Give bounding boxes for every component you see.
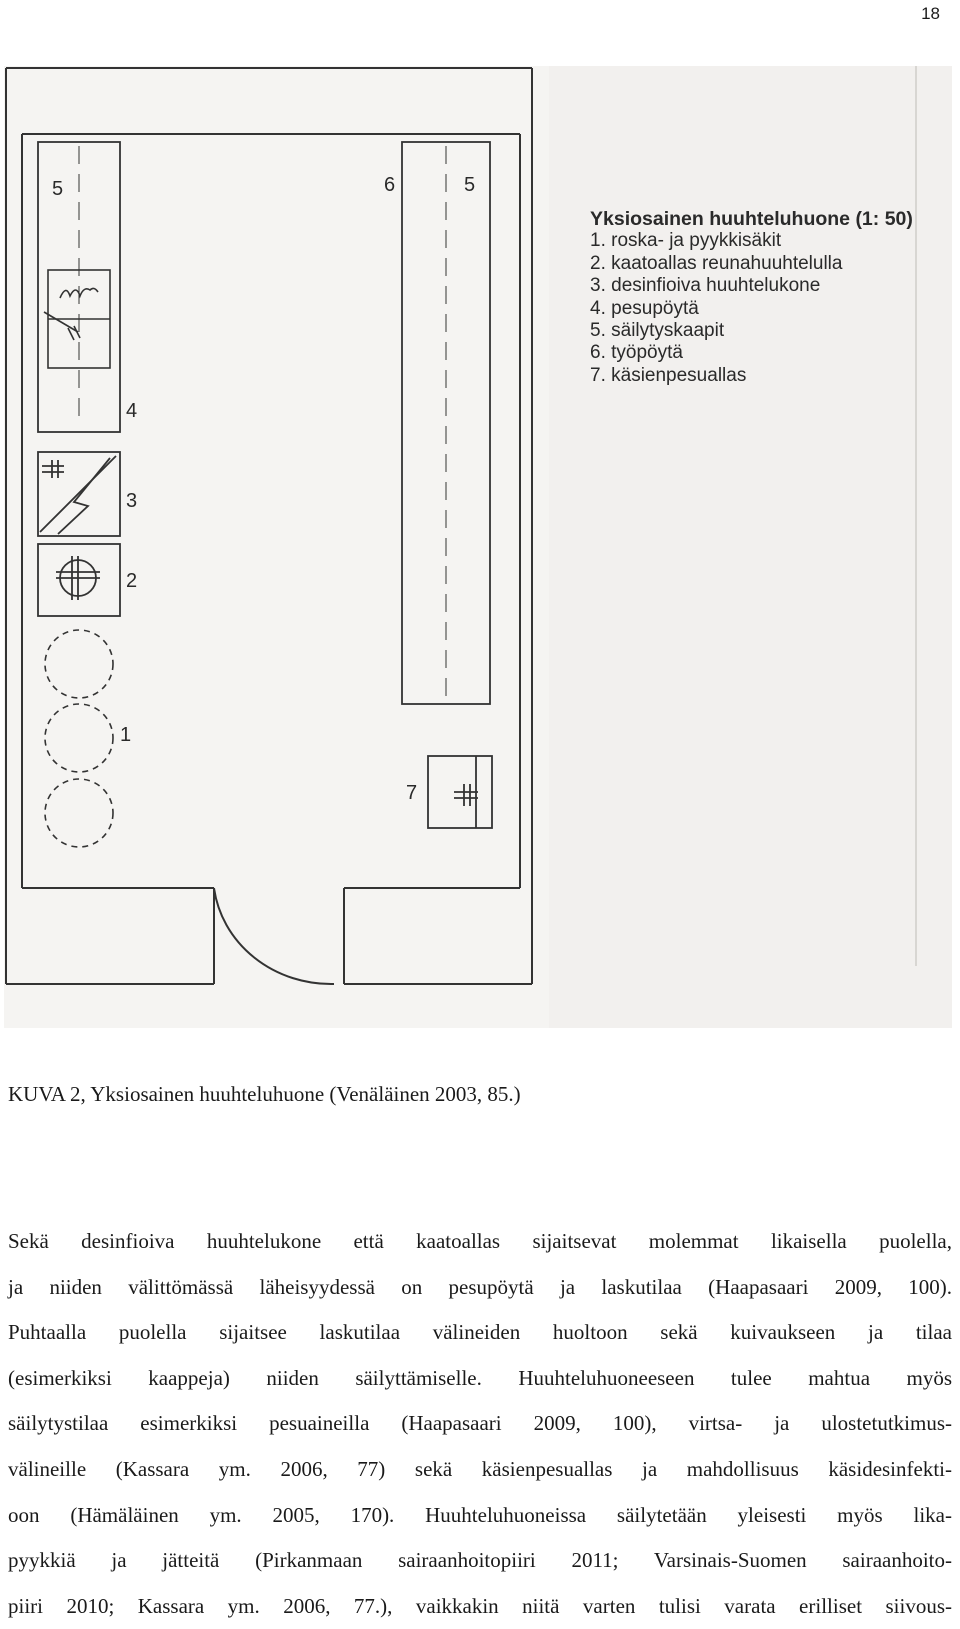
plan-label-4: 4 [126, 400, 138, 422]
laundry-bags [45, 630, 113, 847]
legend-item: 2. kaatoallas reunahuuhtelulla [590, 252, 843, 274]
right-counter [402, 142, 490, 704]
body-line: säilytystilaa esimerkiksi pesuaineilla (Haapasaari 2009, 100), virtsa- ja ulostetutkimus- [8, 1411, 952, 1436]
legend-item: 5. säilytyskaapit [590, 320, 725, 342]
hand-wash-basin [428, 756, 492, 828]
figure-legend [590, 208, 913, 387]
body-line: piiri 2010; Kassara ym. 2006, 77.), vaikkakin niitä varten tulisi varata erilliset siivous- [8, 1593, 952, 1618]
plan-label-5-right: 5 [464, 174, 476, 196]
plan-label-1: 1 [120, 724, 132, 746]
left-counter [38, 142, 120, 432]
body-line: pyykkiä ja jätteitä (Pirkanmaan sairaanhoitopiiri 2011; Varsinais-Suomen sairaanhoito- [8, 1548, 952, 1573]
legend-item: 3. desinfioiva huuhtelukone [590, 275, 821, 297]
body-paragraph [8, 1219, 952, 1629]
body-line: ja niiden välittömässä läheisyydessä on pesupöytä ja laskutilaa (Haapasaari 2009, 100). [8, 1274, 952, 1299]
plan-label-6: 6 [384, 174, 396, 196]
legend-item: 6. työpöytä [590, 342, 683, 364]
figure-caption: KUVA 2, Yksiosainen huuhteluhuone (Venäläinen 2003, 85.) [8, 1082, 521, 1106]
body-line: oon (Hämäläinen ym. 2005, 170). Huuhteluhuoneissa säilytetään yleisesti myös lika- [8, 1502, 952, 1527]
legend-item: 7. käsienpesuallas [590, 364, 747, 386]
plan-label-2: 2 [126, 570, 138, 592]
body-line: Sekä desinfioiva huuhtelukone että kaatoallas sijaitsevat molemmat likaisella puolella, [8, 1229, 952, 1253]
legend-item: 4. pesupöytä [590, 297, 699, 319]
door [214, 888, 334, 984]
legend-title: Yksiosainen huuhteluhuone (1: 50) [590, 208, 913, 230]
body-line: välineille (Kassara ym. 2006, 77) sekä käsienpesuallas ja mahdollisuus käsidesinfekti- [8, 1456, 952, 1481]
disinfecting-washer [38, 452, 120, 536]
body-line: (esimerkiksi kaappeja) niiden säilyttämiselle. Huuhteluhuoneeseen tulee mahtua myös [8, 1365, 952, 1390]
sluice-sink [38, 544, 120, 616]
plan-label-3: 3 [126, 490, 138, 512]
plan-label-5-left: 5 [52, 178, 64, 200]
page-number: 18 [921, 4, 940, 23]
wash-table-sink [44, 270, 110, 368]
legend-item: 1. roska- ja pyykkisäkit [590, 230, 782, 252]
plan-label-7: 7 [406, 782, 418, 804]
body-line: Puhtaalla puolella sijaitsee laskutilaa välineiden huoltoon sekä kuivaukseen ja tilaa [8, 1320, 952, 1345]
